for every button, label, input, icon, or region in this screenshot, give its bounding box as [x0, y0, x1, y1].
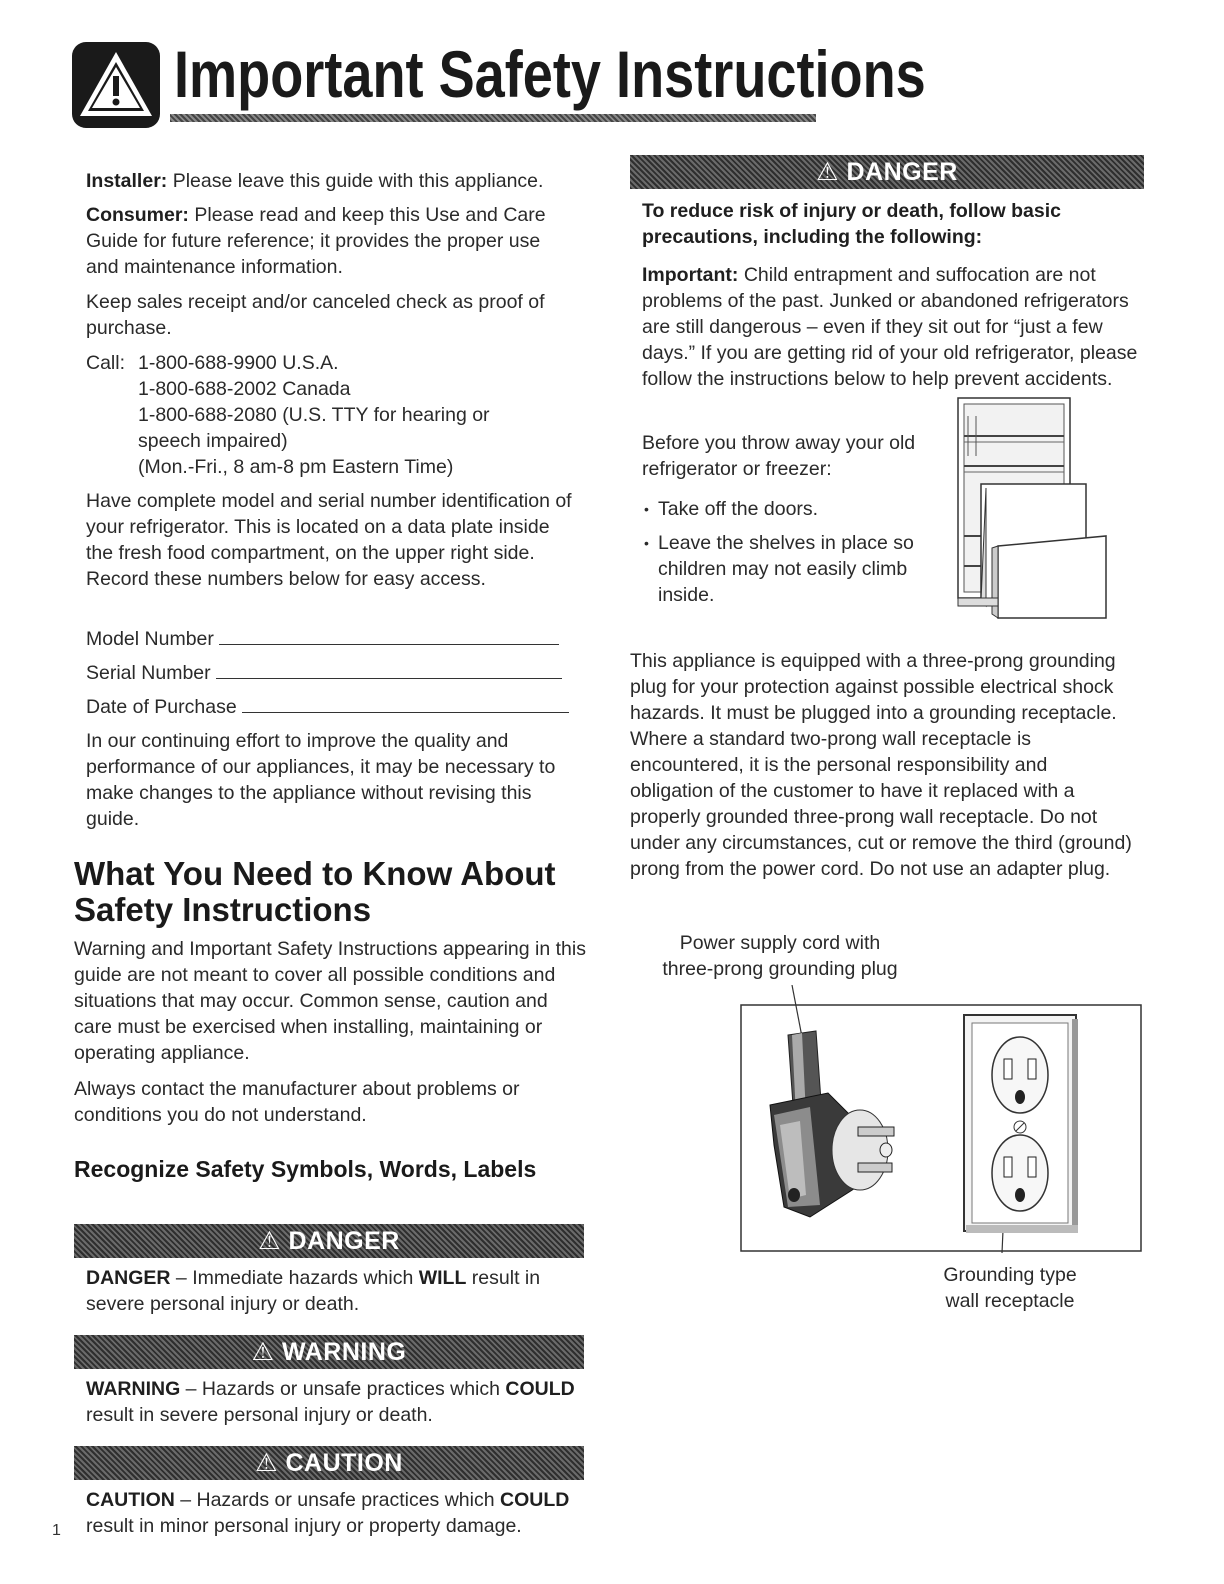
before-disposal-text: Before you throw away your old refrigerator or freezer: — [642, 432, 916, 480]
list-item: • Leave the shelves in place so children may not easily climb inside. — [642, 530, 942, 608]
warning-definition: WARNING – Hazards or unsafe practices which COULD result in severe personal injury or death. — [86, 1378, 575, 1426]
section-paragraph-1: Warning and Important Safety Instructions appearing in this guide are not meant to cover all possible conditions and situations that may occur. Common sense, caution and care must be exercised when installing, maintaining or operating appliance. — [74, 938, 586, 1064]
cord-caption: Power supply cord with three-prong grounding plug — [662, 932, 898, 980]
installer-paragraph: Installer: Please leave this guide with this appliance. — [86, 170, 544, 192]
recognize-symbols-subheading: Recognize Safety Symbols, Words, Labels — [74, 1156, 537, 1182]
warning-triangle-icon: ⚠ — [258, 1227, 282, 1255]
receptacle-caption: Grounding type wall receptacle — [943, 1264, 1077, 1312]
call-label: Call: — [86, 352, 126, 374]
danger-banner: ⚠ DANGER — [630, 155, 1144, 189]
receipt-paragraph: Keep sales receipt and/or canceled check as proof of purchase. — [86, 291, 545, 339]
refrigerator-illustration — [946, 396, 1111, 621]
grounding-paragraph: This appliance is equipped with a three-prong grounding plug for your protection against possible electrical shock hazards. It must be plugged into a grounding receptacle. Where a standard two-prong wall receptacle is encountered, it is the personal responsibility and obligation of the customer to have it replaced with a properly grounded three-prong wall receptacle. Do not under any circumstances, cut or remove the third (ground) prong from the power cord. Do not use an adapter plug. — [630, 650, 1132, 880]
caution-label-bar: ⚠ CAUTION — [74, 1446, 584, 1480]
model-number-blank[interactable] — [219, 644, 559, 645]
warning-triangle-icon: ⚠ — [816, 158, 840, 186]
phone-hours: (Mon.-Fri., 8 am-8 pm Eastern Time) — [138, 456, 454, 478]
continuing-effort-paragraph: In our continuing effort to improve the quality and performance of our appliances, it may be necessary to make changes to the appliance without revising this guide. — [86, 730, 556, 830]
plug-outlet-illustration — [740, 985, 1142, 1253]
date-of-purchase-blank[interactable] — [242, 712, 569, 713]
section-paragraph-2: Always contact the manufacturer about problems or conditions you do not understand. — [74, 1078, 520, 1126]
section-heading: What You Need to Know About Safety Instructions — [74, 855, 556, 928]
serial-number-field: Serial Number — [86, 660, 576, 686]
header-warning-triangle-icon — [72, 42, 160, 128]
phone-tty-cont: speech impaired) — [138, 430, 288, 452]
phone-list — [138, 350, 558, 480]
list-item: • Take off the doors. — [642, 496, 942, 522]
danger-definition: DANGER – Immediate hazards which WILL result in severe personal injury or death. — [86, 1267, 541, 1315]
page-number: 1 — [52, 1522, 61, 1539]
phone-tty: 1-800-688-2080 (U.S. TTY for hearing or — [138, 404, 490, 426]
warning-triangle-icon: ⚠ — [251, 1338, 275, 1366]
phone-us: 1-800-688-9900 U.S.A. — [138, 352, 339, 374]
model-number-field: Model Number — [86, 626, 576, 652]
serial-number-blank[interactable] — [216, 678, 562, 679]
date-of-purchase-field: Date of Purchase — [86, 694, 576, 720]
page-title: Important Safety Instructions — [174, 37, 926, 111]
warning-triangle-icon: ⚠ — [255, 1449, 279, 1477]
caution-definition: CAUTION – Hazards or unsafe practices which COULD result in minor personal injury or property damage. — [86, 1489, 570, 1537]
important-paragraph: Important: Child entrapment and suffocation are not problems of the past. Junked or abandoned refrigerators are still dangerous – even if they sit out for “just a few days.” If you are getting rid of your old refrigerator, please follow the instructions below to help prevent accidents. — [642, 264, 1138, 390]
model-info-paragraph: Have complete model and serial number identification of your refrigerator. This is located on a data plate inside the fresh food compartment, on the upper right side. Record these numbers below for easy access. — [86, 490, 572, 590]
danger-label-bar: ⚠ DANGER — [74, 1224, 584, 1258]
disposal-steps-list — [642, 496, 942, 608]
warning-label-bar: ⚠ WARNING — [74, 1335, 584, 1369]
danger-intro: To reduce risk of injury or death, follow basic precautions, including the following: — [642, 200, 1061, 248]
title-underline — [170, 114, 816, 122]
phone-canada: 1-800-688-2002 Canada — [138, 378, 351, 400]
consumer-paragraph: Consumer: Please read and keep this Use and Care Guide for future reference; it provides the proper use and maintenance information. — [86, 204, 546, 278]
